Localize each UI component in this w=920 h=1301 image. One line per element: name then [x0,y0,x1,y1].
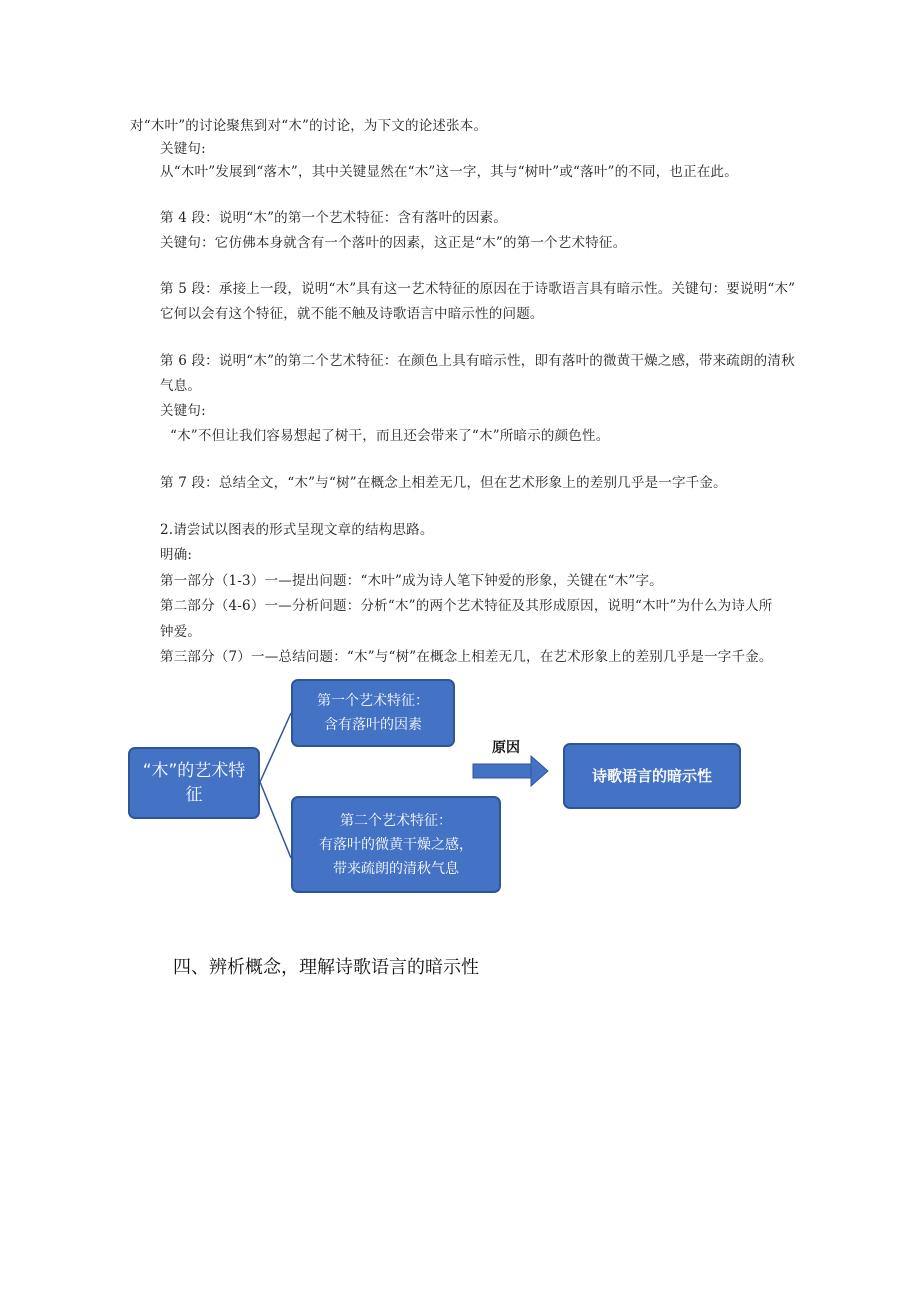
diagram-box-wood-features [128,747,260,819]
text-line: 第 6 段：说明“木”的第二个艺术特征：在颜色上具有暗示性，即有落叶的微黄干燥之感，带来疏朗的清秋 [160,353,795,369]
diagram-box-first-feature [291,679,455,747]
connector-line-bottom [260,782,291,858]
arrow-label-cause: 原因 [492,740,520,756]
diagram-box-label: 第二个艺术特征： 有落叶的微黄干燥之感， 带来疏朗的清秋气息 [319,812,473,877]
text-line: 关键句: [160,403,206,419]
text-line: 钟爱。 [160,624,202,640]
text-line: 对“木叶”的讨论聚焦到对“木”的讨论，为下文的论述张本。 [130,118,488,134]
text-line: 气息。 [160,378,202,394]
diagram-box-label: “木”的艺术特 征 [142,761,246,805]
diagram-box-poetic-suggestion [563,743,741,809]
text-line: 明确: [160,547,193,563]
section-heading: 四、辨析概念，理解诗歌语言的暗示性 [173,957,479,978]
text-line: 第一部分（1-3）一—提出问题：“木叶”成为诗人笔下钟爱的形象，关键在“木”字。 [160,573,663,589]
diagram-box-label: 诗歌语言的暗示性 [591,767,712,785]
text-line: 第 4 段：说明“木”的第一个艺术特征：含有落叶的因素。 [160,210,508,226]
text-line: “木”不但让我们容易想起了树干，而且还会带来了“木”所暗示的颜色性。 [170,428,610,444]
diagram-box-second-feature [291,796,501,893]
text-line: 第 5 段：承接上一段，说明“木”具有这一艺术特征的原因在于诗歌语言具有暗示性。关键句：要说明“木” [160,281,796,297]
connector-line-top [260,713,291,782]
text-line: 2.请尝试以图表的形式呈现文章的结构思路。 [160,522,434,538]
text-line: 关键句: [160,141,206,157]
text-line: 第二部分（4-6）一—分析问题：分析“木”的两个艺术特征及其形成原因，说明“木叶”为什么为诗人所 [160,598,773,614]
text-line: 从“木叶”发展到“落木”，其中关键显然在“木”这一字，其与“树叶”或“落叶”的不同，也正在此。 [160,164,738,180]
arrow-head [531,756,548,786]
text-line: 关键句：它仿佛本身就含有一个落叶的因素，这正是“木”的第一个艺术特征。 [160,235,627,251]
text-line: 它何以会有这个特征，就不能不触及诗歌语言中暗示性的问题。 [160,306,544,322]
text-line: 第三部分（7）一—总结问题：“木”与“树”在概念上相差无几，在艺术形象上的差别几乎是一字千金。 [160,649,773,665]
text-line: 第 7 段：总结全文，“木”与“树”在概念上相差无几，但在艺术形象上的差别几乎是一字千金。 [160,475,727,491]
diagram-box-label: 第一个艺术特征： 含有落叶的因素 [317,693,429,733]
arrow-shaft [473,764,531,778]
